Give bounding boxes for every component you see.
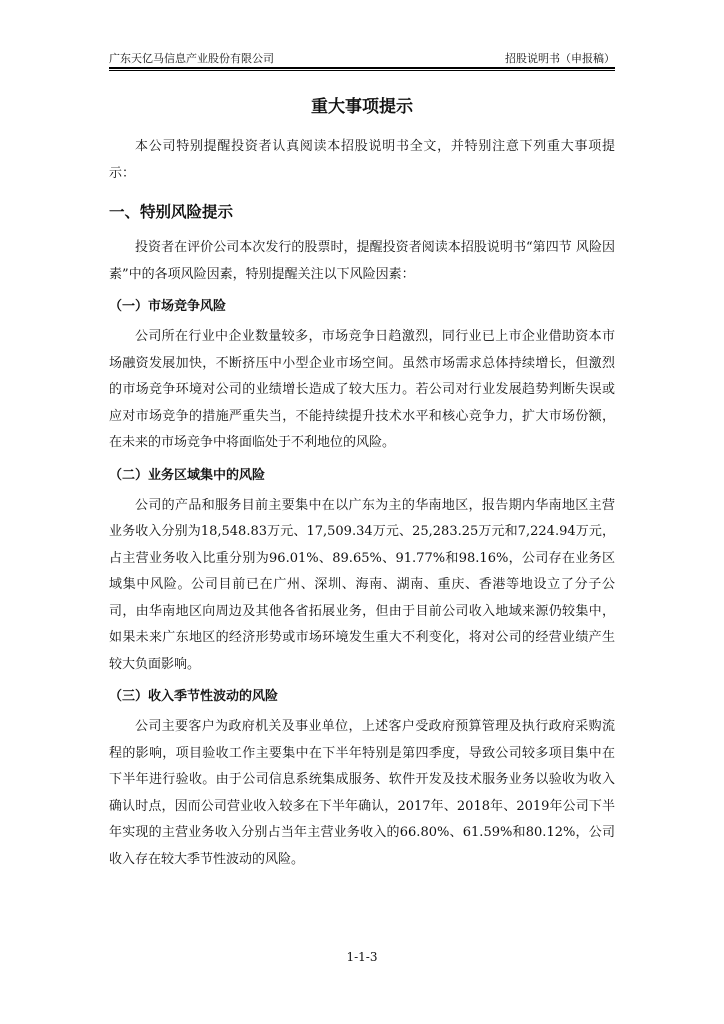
header-rule bbox=[109, 67, 615, 69]
risk-heading-market: （一）市场竞争风险 bbox=[109, 299, 227, 314]
header-company: 广东天亿马信息产业股份有限公司 bbox=[109, 52, 274, 65]
risk-text-market: 公司所在行业中企业数量较多，市场竞争日趋激烈，同行业已上市企业借助资本市场融资发展加快，不断挤压中小型企业市场空间。虽然市场需求总体持续增长，但激烈的市场竞争环境对公司的业绩增长造成了较大压力。若公司对行业发展趋势判断失误或应对市场竞争的措施严重失当，不能持续提升技术水平和核心竞争力，扩大市场份额，在未来的市场竞争中将面临处于不利地位的风险。 bbox=[109, 329, 615, 450]
header-doc-title: 招股说明书（申报稿） bbox=[505, 52, 615, 65]
page-number: 1-1-3 bbox=[346, 950, 378, 964]
risk-heading-seasonal: （三）收入季节性波动的风险 bbox=[109, 689, 279, 704]
section-heading: 一、特别风险提示 bbox=[109, 203, 234, 221]
page-header bbox=[109, 50, 615, 66]
page-title: 重大事项提示 bbox=[311, 97, 413, 117]
intro-paragraph: 本公司特别提醒投资者认真阅读本招股说明书全文，并特别注意下列重大事项提示： bbox=[109, 139, 615, 181]
section-intro-paragraph: 投资者在评价公司本次发行的股票时，提醒投资者阅读本招股说明书“第四节 风险因素”中的各项风险因素，特别提醒关注以下风险因素： bbox=[109, 240, 615, 282]
risk-text-seasonal: 公司主要客户为政府机关及事业单位，上述客户受政府预算管理及执行政府采购流程的影响，项目验收工作主要集中在下半年特别是第四季度，导致公司较多项目集中在下半年进行验收。由于公司信息系统集成服务、软件开发及技术服务业务以验收为收入确认时点，因而公司营业收入较多在下半年确认，2017年、2018年、2019年公司下半年实现的主营业务收入分别占当年主营业务收入的66.80%、61.59%和80.12%，公司收入存在较大季节性波动的风险。 bbox=[109, 719, 615, 867]
risk-text-region: 公司的产品和服务目前主要集中在以广东为主的华南地区，报告期内华南地区主营业务收入分别为18,548.83万元、17,509.34万元、25,283.25万元和7,224.94万元，占主营业务收入比重分别为96.01%、89.65%、91.77%和98.16%，公司存在业务区域集中风险。公司目前已在广州、深圳、海南、湖南、重庆、香港等地设立了分子公司，由华南地区向周边及其他各省拓展业务，但由于目前公司收入地域来源仍较集中，如果未来广东地区的经济形势或市场环境发生重大不利变化，将对公司的经营业绩产生较大负面影响。 bbox=[109, 497, 615, 672]
header-rule-thin bbox=[109, 70, 615, 71]
document-body bbox=[109, 134, 615, 873]
risk-heading-region: （二）业务区域集中的风险 bbox=[109, 467, 266, 483]
